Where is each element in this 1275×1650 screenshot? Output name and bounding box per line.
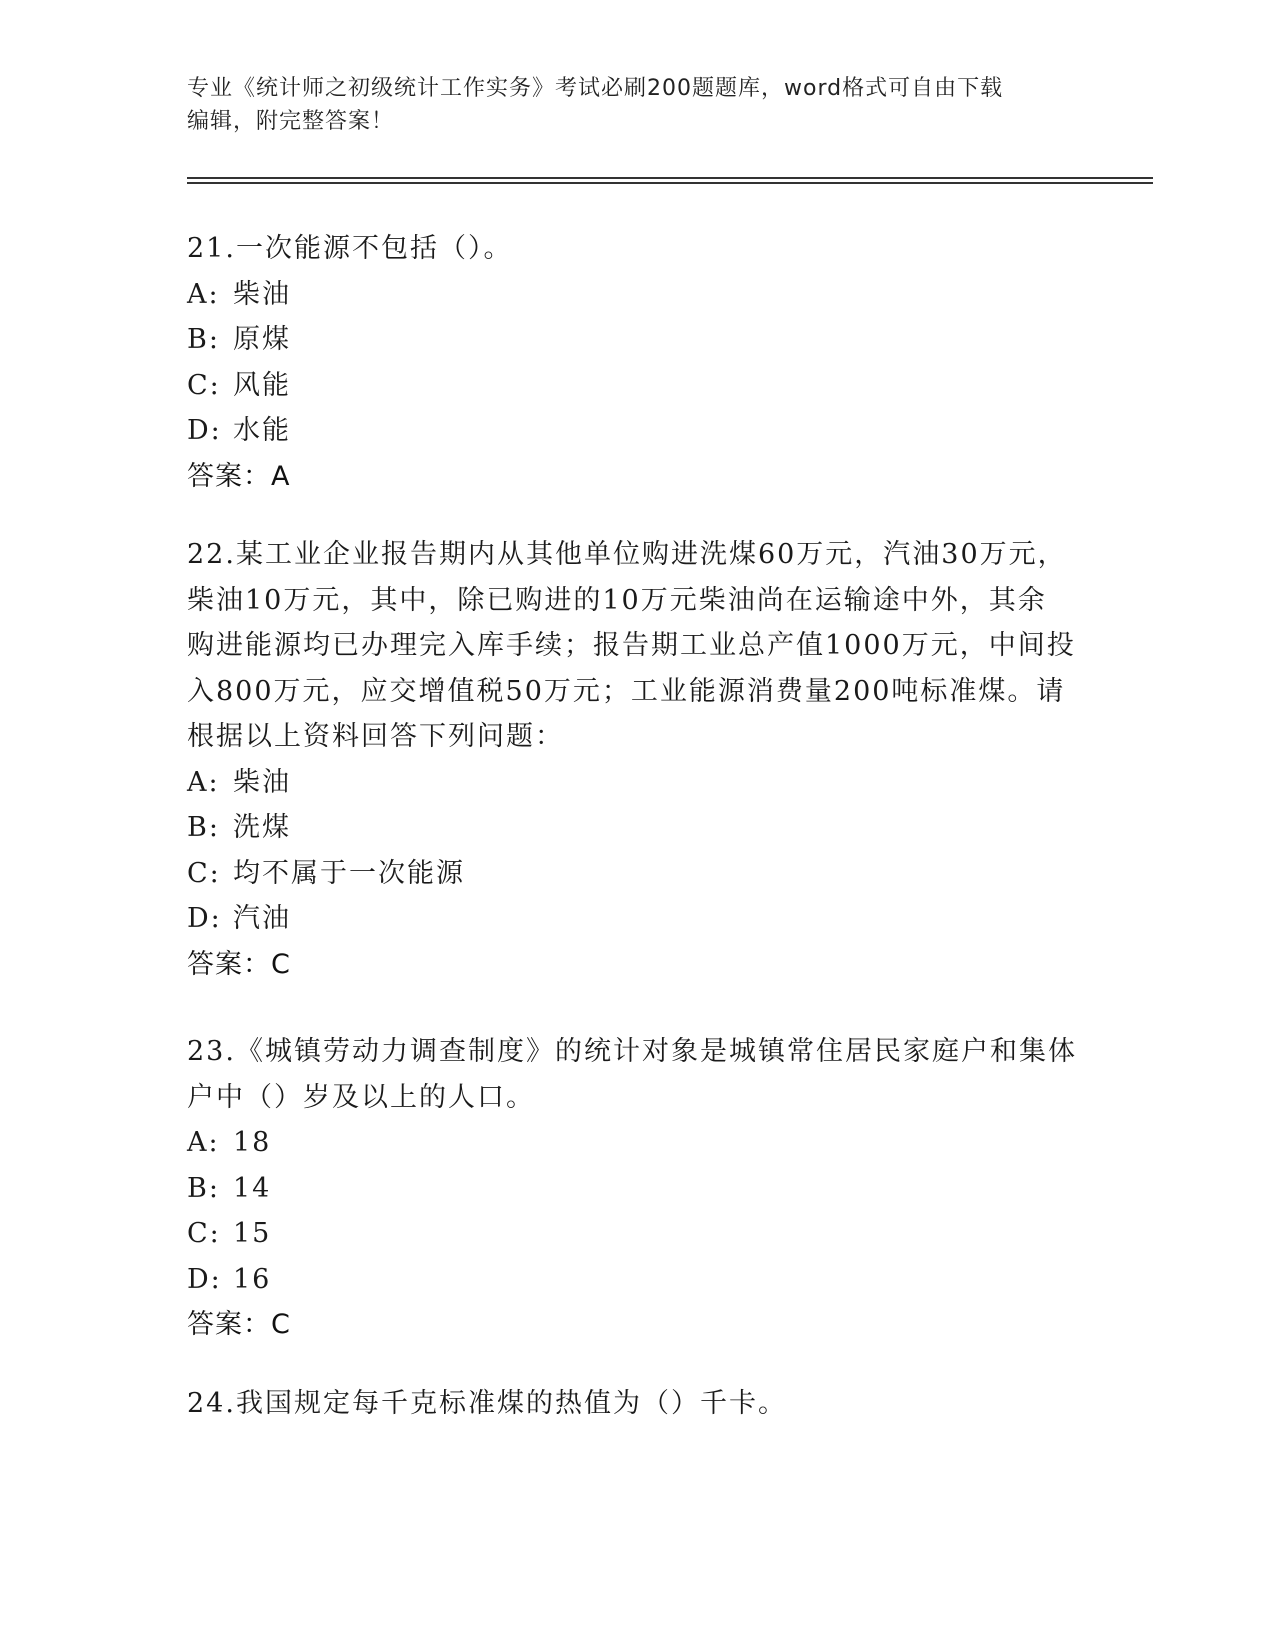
document-header [187,72,1067,138]
question-21 [187,226,1087,499]
option-b [187,805,1087,851]
option-text: 柴油 [233,278,291,310]
question-stem-line: 入800万元，应交增值税50万元；工业能源消费量200吨标准煤。请 [187,675,1066,707]
question-stem-line: 22.某工业企业报告期内从其他单位购进洗煤60万元，汽油30万元， [187,539,1067,570]
question-23 [187,1029,1087,1348]
option-label: B: [187,324,220,355]
option-label: C: [187,1218,221,1249]
answer: 答案：A [187,460,291,492]
option-c [187,1211,1087,1257]
option-label: D: [187,415,222,446]
header-divider-top [187,177,1153,179]
option-text: 均不属于一次能源 [233,857,465,889]
option-text: 水能 [233,415,291,446]
option-label: C: [187,369,221,401]
option-a [187,272,1087,318]
option-label: D: [187,1263,222,1295]
header-line-1: 专业《统计师之初级统计工作实务》考试必刷200题题库，word格式可自由下载 [187,76,1004,101]
option-text: 风能 [233,369,291,401]
option-text: 汽油 [233,903,291,934]
option-text: 柴油 [233,766,291,798]
option-label: B: [187,812,220,843]
option-c [187,851,1087,897]
option-text: 洗煤 [233,812,291,843]
option-c [187,363,1087,409]
option-a [187,1120,1087,1166]
option-text: 15 [233,1218,272,1249]
option-b [187,1166,1087,1212]
question-stem-line: 24.我国规定每千克标准煤的热值为（）千卡。 [187,1388,787,1419]
header-line-2: 编辑，附完整答案！ [187,109,395,134]
option-label: A: [187,1127,220,1158]
option-d [187,408,1087,454]
option-label: A: [187,766,220,798]
option-label: D: [187,903,222,934]
option-label: C: [187,857,221,889]
answer: 答案：C [187,1309,291,1340]
question-stem-line: 23.《城镇劳动力调查制度》的统计对象是城镇常住居民家庭户和集体 [187,1036,1077,1067]
question-stem-line: 户中（）岁及以上的人口。 [187,1081,535,1113]
option-b [187,317,1087,363]
question-stem-line: 购进能源均已办理完入库手续；报告期工业总产值1000万元，中间投 [187,630,1076,661]
answer: 答案：C [187,948,291,980]
option-d [187,896,1087,942]
option-text: 18 [233,1127,272,1158]
question-stem-line: 21.一次能源不包括（）。 [187,233,513,264]
option-label: A: [187,278,220,310]
question-stem-line: 柴油10万元，其中，除已购进的10万元柴油尚在运输途中外，其余 [187,584,1047,616]
option-d [187,1257,1087,1303]
option-text: 14 [233,1172,272,1204]
option-text: 16 [233,1263,272,1295]
question-22 [187,532,1087,987]
question-24 [187,1381,1087,1427]
option-text: 原煤 [233,324,291,355]
header-divider-bottom [187,182,1153,184]
question-stem-line: 根据以上资料回答下列问题： [187,721,564,752]
option-a [187,760,1087,806]
option-label: B: [187,1172,220,1204]
